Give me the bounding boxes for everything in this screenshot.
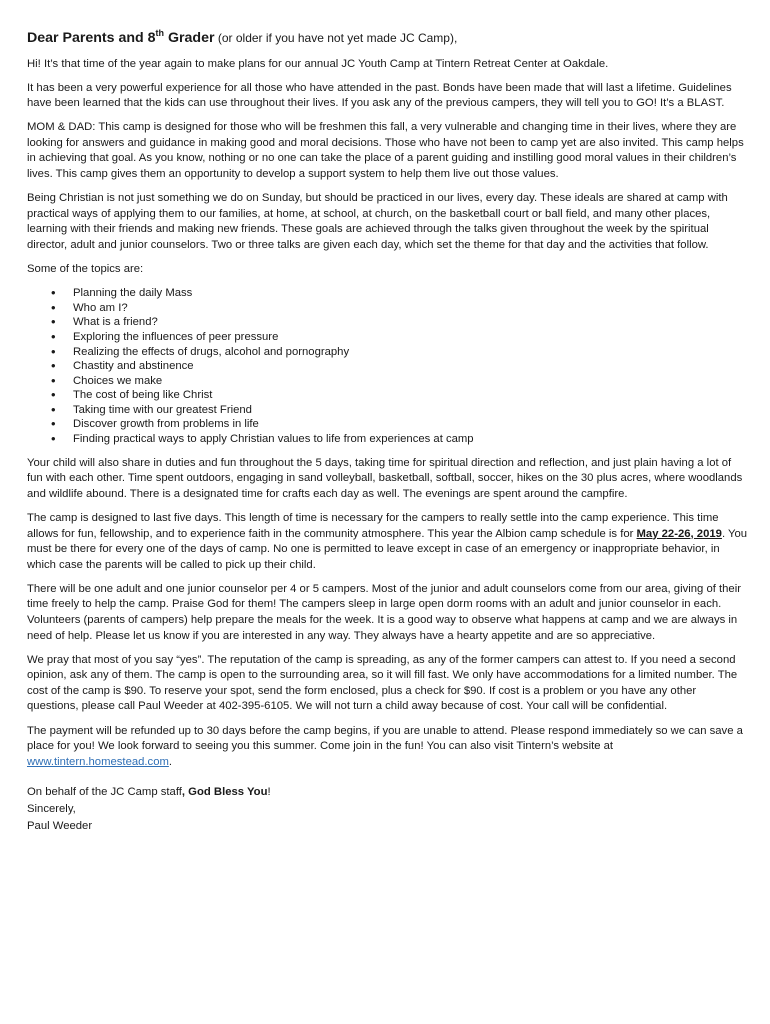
topic-item: • Choices we make: [73, 374, 749, 389]
salutation-greeting: Dear Parents and 8: [27, 30, 156, 46]
salutation-aside: (or older if you have not yet made JC Camp),: [214, 31, 458, 45]
topic-item: • The cost of being like Christ: [73, 388, 749, 403]
topic-item: • Exploring the influences of peer pressure: [73, 330, 749, 345]
salutation: [27, 28, 749, 48]
website-link[interactable]: www.tintern.homestead.com: [27, 755, 169, 768]
refund-text: The payment will be refunded up to 30 days before the camp begins, if you are unable to attend. Please respond immediately so we can save a place for you! We look forward to seeing you this summer. Come join in the fun! You can also visit Tintern’s website at: [27, 724, 743, 753]
closing-behalf: On behalf of the JC Camp staff: [27, 786, 182, 799]
topic-item: • Taking time with our greatest Friend: [73, 403, 749, 418]
topics-list: [27, 286, 749, 447]
topic-item: • Finding practical ways to apply Christian values to life from experiences at camp: [73, 432, 749, 447]
schedule-paragraph: [27, 511, 749, 573]
refund-paragraph: [27, 724, 749, 771]
closing-exclaim: !: [267, 786, 271, 799]
christian-paragraph: Being Christian is not just something we do on Sunday, but should be practiced in our lives, every day. These ideals are shared at camp with practical ways of applying them to our families, at home, at school, at church, on the basketball court or ball field, and many other places, learning with their friends and making new friends. These goals are achieved through the talks given throughout the week by the spiritual director, adult and junior counselors. Two or three talks are given each day, which set the theme for that day and the activities that follow.: [27, 192, 728, 251]
parents-paragraph: MOM & DAD: This camp is designed for those who will be freshmen this fall, a very vulnerable and changing time in their lives, where they are looking for answers and guidance in making good and moral decisions. Those who have not been to camp yet are also invited. This camp helps in achieving that goal. As you know, nothing or no one can take the place of a parent guiding and instilling good moral values in their children’s lives. This camp gives them an opportunity to develop a support system to help them live out those values.: [27, 121, 744, 181]
cost-paragraph: We pray that most of you say “yes”. The reputation of the camp is spreading, as any of the former campers can attest to. If you need a second opinion, ask any of them. The camp is open to the surrounding area, so it will fill fast. We only have accommodations for a limited number. The cost of the camp is $90. To reserve your spot, send the form enclosed, plus a check for $90. If cost is a problem or you have any other questions, please call Paul Weeder at 402-395-6105. We will not turn a child away because of cost. Your call will be confidential.: [27, 653, 738, 713]
topic-item: • Realizing the effects of drugs, alcohol and pornography: [73, 345, 749, 360]
salutation-ordinal: th: [155, 28, 165, 38]
salutation-grader: Grader: [164, 30, 215, 46]
topic-item: • What is a friend?: [73, 315, 749, 330]
experience-paragraph: It has been a very powerful experience for all those who have attended in the past. Bonds have been made that will last a lifetime. Guidelines have been learned that the kids can use throughout their lives. If you ask any of the previous campers, they will tell you to GO! It’s a BLAST.: [27, 81, 732, 110]
topic-item: • Who am I?: [73, 301, 749, 316]
schedule-text: The camp is designed to last five days. This length of time is necessary for the campers to really settle into the camp experience. This time allows for fun, fellowship, and to experience faith in the community atmosphere. This year the Albion camp schedule is for: [27, 511, 719, 540]
topic-item: • Discover growth from problems in life: [73, 417, 749, 432]
intro-paragraph: Hi! It’s that time of the year again to make plans for our annual JC Youth Camp at Tintern Retreat Center at Oakdale.: [27, 57, 609, 70]
closing-sincerely: Sincerely,: [27, 803, 76, 816]
topics-intro: Some of the topics are:: [27, 263, 144, 276]
closing: [27, 784, 749, 835]
schedule-text-end: . You must be there for every one of the days of camp. No one is permitted to leave except in case of an emergency or inappropriate behavior, in which case the parents will be called to pick up their child.: [27, 527, 748, 571]
refund-text-end: .: [168, 755, 173, 768]
topic-item: • Planning the daily Mass: [73, 286, 749, 301]
signature: Paul Weeder: [27, 820, 93, 833]
counselors-paragraph: There will be one adult and one junior counselor per 4 or 5 campers. Most of the junior and adult counselors come from our area, giving of their time freely to help the camp. Praise God for them! The campers sleep in large open dorm rooms with an adult and junior counselor in each. Volunteers (parents of campers) help prepare the meals for the week. It is a good way to observe what happens at camp and we are always in need of help. Please let us know if you are interested in any way. They always have a hearty appetite and are so appreciative.: [27, 582, 741, 642]
closing-blessing: , God Bless You: [181, 786, 268, 799]
camp-dates: May 22-26, 2019: [636, 527, 722, 540]
duties-paragraph: Your child will also share in duties and fun throughout the 5 days, taking time for spiritual direction and reflection, and just plain having a lot of fun with each other. Time spent outdoors, engaging in sand volleyball, basketball, softball, soccer, hikes on the 30 plus acres, where woodlands and wildlife abound. There is a designated time for crafts each day as well. The evenings are spent around the campfire.: [27, 456, 743, 500]
topic-item: • Chastity and abstinence: [73, 359, 749, 374]
closing-line: [27, 784, 749, 801]
letter: [27, 28, 749, 835]
